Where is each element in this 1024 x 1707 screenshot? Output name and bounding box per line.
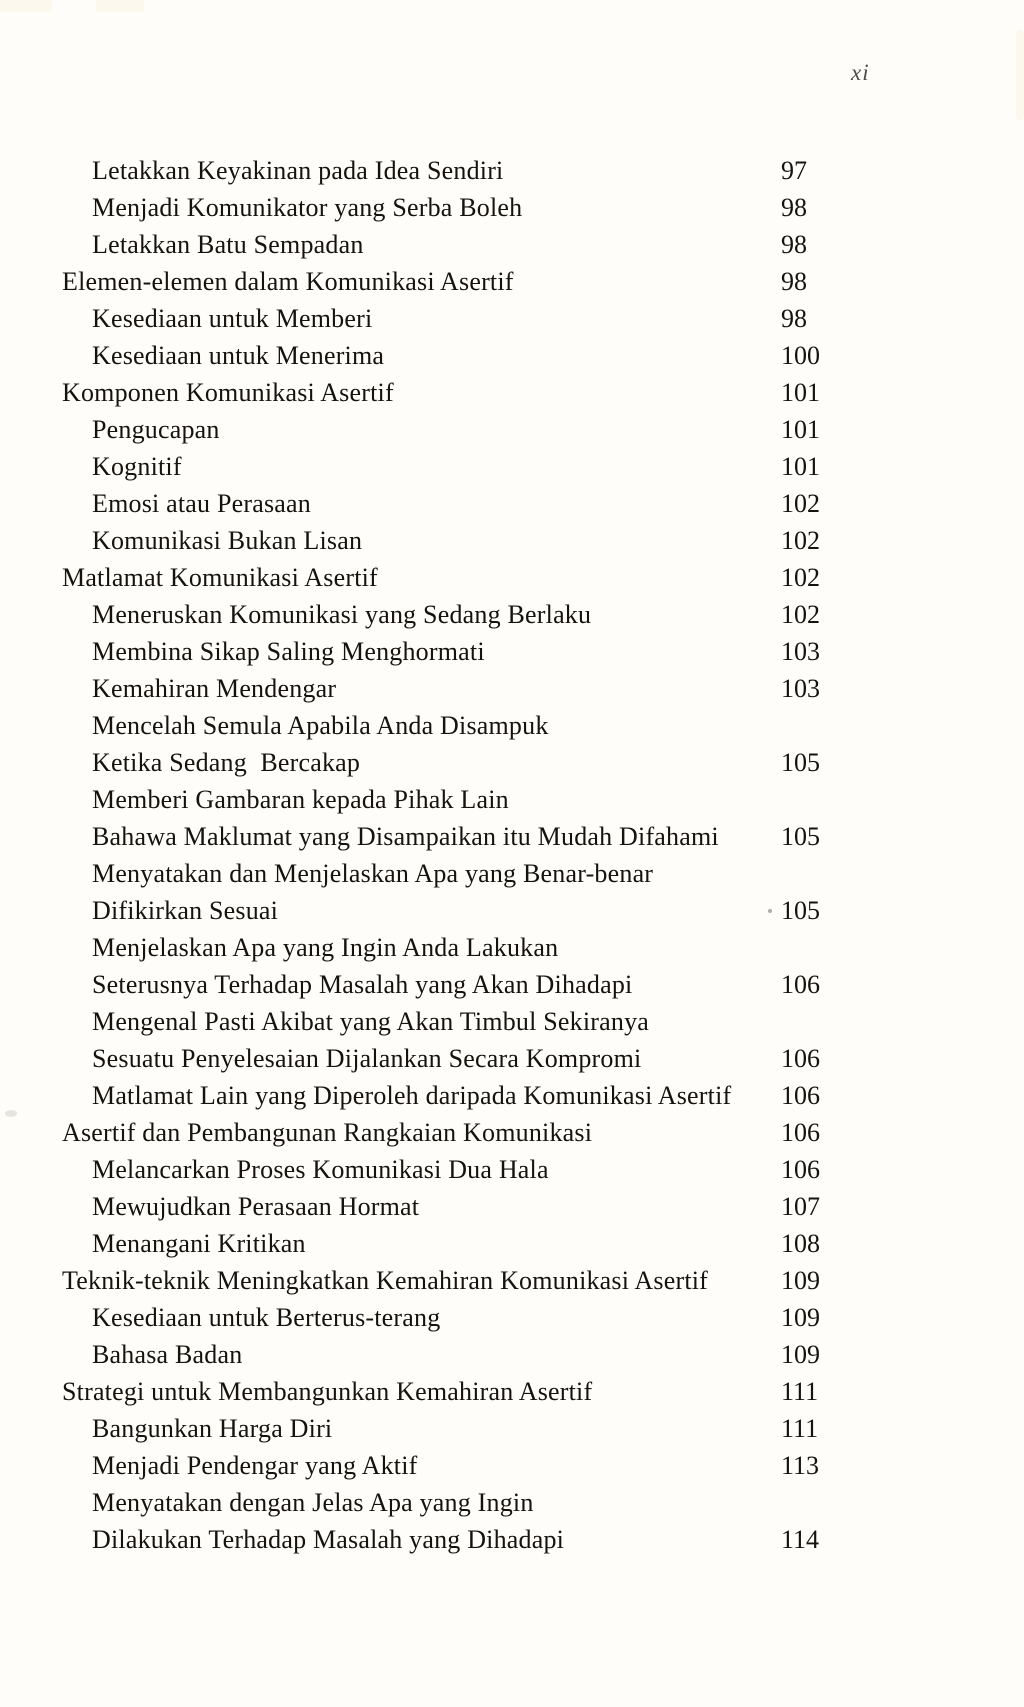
toc-entry-title: Kemahiran Mendengar [92,674,337,703]
toc-entry [62,522,892,559]
toc-entry [62,374,892,411]
toc-entry-page-number: 108 [781,1229,820,1258]
toc-entry [62,448,892,485]
toc-entry-page-number: 111 [781,1414,819,1443]
toc-entry-page-number: 105 [781,822,820,851]
toc-entry-title: Ketika Sedang Bercakap [92,748,361,777]
toc-entry-title: Asertif dan Pembangunan Rangkaian Komunikasi [62,1118,593,1147]
toc-entry [62,1447,892,1484]
toc-entry [62,1299,892,1336]
toc-entry-title: Komponen Komunikasi Asertif [62,378,394,407]
toc-entry-title: Pengucapan [92,415,220,444]
toc-entry-page-number: 97 [781,156,807,185]
scan-margin-smudge [5,1110,17,1117]
toc-entry-page-number: 111 [781,1377,819,1406]
toc-entry [62,818,892,855]
toc-entry-title: Matlamat Komunikasi Asertif [62,563,378,592]
toc-entry-title: Bahawa Maklumat yang Disampaikan itu Mudah Difahami [92,822,719,851]
toc-entry-title: Melancarkan Proses Komunikasi Dua Hala [92,1155,549,1184]
toc-entry-title: Strategi untuk Membangunkan Kemahiran Asertif [62,1377,593,1406]
toc-entry-title: Mewujudkan Perasaan Hormat [92,1192,420,1221]
page-corner-label: xi [851,60,870,85]
toc-entry-page-number: 102 [781,600,820,629]
toc-entry-page-number: 101 [781,415,820,444]
toc-entry [62,1262,892,1299]
toc-entry [62,892,892,929]
toc-entry-page-number: 109 [781,1303,820,1332]
scan-edge-tint [1016,30,1024,120]
toc-entry [62,1151,892,1188]
toc-entry [62,1373,892,1410]
toc-entry [62,744,892,781]
toc-entry [62,411,892,448]
toc-entry-title: Emosi atau Perasaan [92,489,311,518]
toc-entry-title: Mencelah Semula Apabila Anda Disampuk [92,711,549,740]
toc-entry [62,189,892,226]
toc-entry-title: Bahasa Badan [92,1340,243,1369]
toc-entry [62,263,892,300]
toc-entry-page-number: 98 [781,193,807,222]
toc-entry-page-number: 102 [781,526,820,555]
toc-entry [62,1003,892,1040]
toc-entry [62,966,892,1003]
toc-entry-page-number: 101 [781,452,820,481]
toc-entry-page-number: 103 [781,674,820,703]
toc-entry [62,929,892,966]
toc-entry-page-number: 106 [781,970,820,999]
toc-entry-title: Kognitif [92,452,182,481]
toc-entry [62,1521,892,1558]
toc-entry-page-number: 114 [781,1525,820,1554]
toc-entry-title: Kesediaan untuk Memberi [92,304,373,333]
toc-entry-title: Kesediaan untuk Menerima [92,341,385,370]
toc-entry [62,337,892,374]
toc-entry-page-number: 106 [781,1155,820,1184]
toc-entry-page-number: 103 [781,637,820,666]
toc-entry-title: Dilakukan Terhadap Masalah yang Dihadapi [92,1525,565,1554]
toc-entry-title: Komunikasi Bukan Lisan [92,526,363,555]
toc-entry-title: Matlamat Lain yang Diperoleh daripada Komunikasi Asertif [92,1081,732,1110]
toc-list [62,152,892,1558]
toc-entry-title: Menjadi Pendengar yang Aktif [92,1451,418,1480]
toc-entry-page-number: 113 [781,1451,820,1480]
toc-entry [62,670,892,707]
toc-entry-title: Elemen-elemen dalam Komunikasi Asertif [62,267,514,296]
toc-entry-page-number: 106 [781,1044,820,1073]
toc-entry-page-number: 98 [781,267,807,296]
toc-entry-title: Kesediaan untuk Berterus-terang [92,1303,441,1332]
toc-entry [62,1077,892,1114]
toc-entry [62,300,892,337]
toc-entry [62,855,892,892]
toc-entry-title: Teknik-teknik Meningkatkan Kemahiran Komunikasi Asertif [62,1266,709,1295]
toc-entry-title: Menjelaskan Apa yang Ingin Anda Lakukan [92,933,559,962]
toc-entry [62,226,892,263]
scan-edge-tint [96,0,144,12]
toc-entry-page-number: 102 [781,489,820,518]
toc-entry-title: Difikirkan Sesuai [92,896,279,925]
toc-entry [62,1040,892,1077]
toc-entry [62,559,892,596]
toc-entry-title: Menangani Kritikan [92,1229,306,1258]
toc-entry-title: Menyatakan dan Menjelaskan Apa yang Benar-benar [92,859,654,888]
toc-entry-page-number: 109 [781,1266,820,1295]
toc-entry [62,1114,892,1151]
toc-entry [62,485,892,522]
toc-entry [62,1336,892,1373]
toc-entry-title: Mengenal Pasti Akibat yang Akan Timbul Sekiranya [92,1007,650,1036]
toc-entry-page-number: 98 [781,230,807,259]
toc-entry-page-number: 105 [781,748,820,777]
toc-entry-title: Letakkan Keyakinan pada Idea Sendiri [92,156,504,185]
toc-entry-page-number: 102 [781,563,820,592]
toc-entry-page-number: 101 [781,378,820,407]
toc-entry-page-number: 98 [781,304,807,333]
toc-entry-title: Bangunkan Harga Diri [92,1414,333,1443]
toc-entry [62,1225,892,1262]
toc-entry-title: Memberi Gambaran kepada Pihak Lain [92,785,509,814]
toc-entry-page-number: 107 [781,1192,820,1221]
toc-entry-page-number: 106 [781,1118,820,1147]
toc-entry [62,1484,892,1521]
toc-entry-title: Membina Sikap Saling Menghormati [92,637,485,666]
toc-entry [62,152,892,189]
toc-entry [62,633,892,670]
toc-entry [62,1188,892,1225]
toc-entry-page-number: 105 [781,896,820,925]
toc-entry-title: Seterusnya Terhadap Masalah yang Akan Dihadapi [92,970,633,999]
toc-entry [62,707,892,744]
toc-entry-title: Meneruskan Komunikasi yang Sedang Berlaku [92,600,592,629]
toc-entry [62,1410,892,1447]
toc-entry-title: Letakkan Batu Sempadan [92,230,364,259]
toc-entry-title: Menyatakan dengan Jelas Apa yang Ingin [92,1488,534,1517]
toc-entry-page-number: 109 [781,1340,820,1369]
toc-entry [62,781,892,818]
toc-entry [62,596,892,633]
scan-edge-tint [0,0,52,12]
toc-entry-title: Menjadi Komunikator yang Serba Boleh [92,193,523,222]
toc-entry-title: Sesuatu Penyelesaian Dijalankan Secara Kompromi [92,1044,642,1073]
toc-entry-page-number: 106 [781,1081,820,1110]
toc-entry-page-number: 100 [781,341,820,370]
scan-artifact-dot [768,909,772,913]
